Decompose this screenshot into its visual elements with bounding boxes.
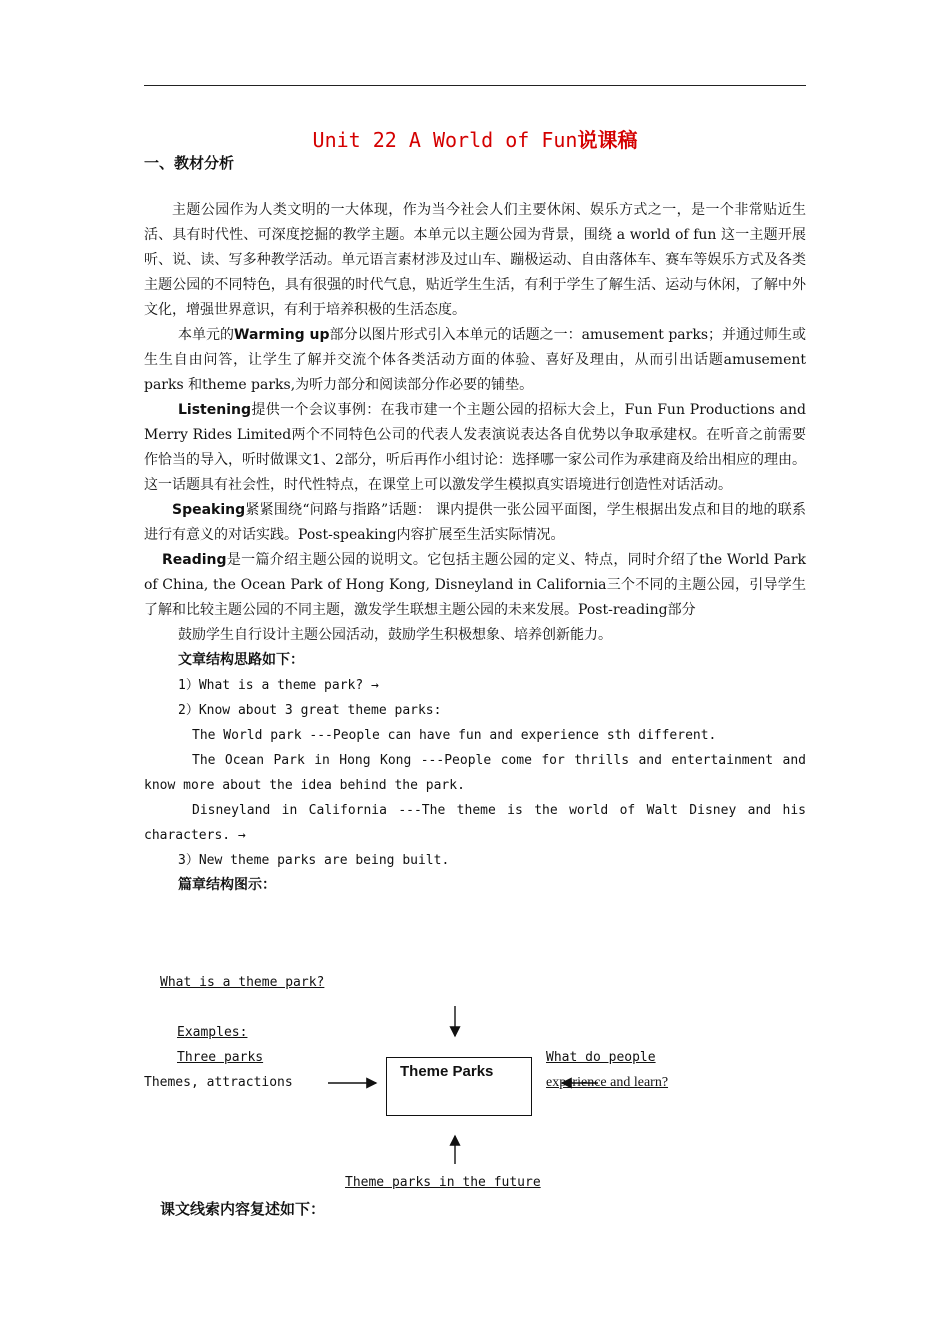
structure-item-3: 3）New theme parks are being built. — [178, 853, 450, 868]
warming-up-label: Warming up — [234, 327, 330, 343]
reading-text: 是一篇介绍主题公园的说明文。它包括主题公园的定义、特点，同时介绍了the World Park of China, the Ocean Park of Hong Kong, Disneyland in California三个不同的主题公园，引导学生了解和比较主题公园的不同主题，激发学生联想主题公园的未来发展。Post-reading部分 — [144, 552, 806, 618]
diagram-right-label-2: experience and learn? — [546, 1075, 669, 1090]
header-rule — [144, 85, 806, 86]
paragraph-intro: 主题公园作为人类文明的一大体现，作为当今社会人们主要休闲、娱乐方式之一，是一个非常贴近生活、具有时代性、可深度挖掘的教学主题。本单元以主题公园为背景，围绕 a world of fun 这一主题开展听、说、读、写多种教学活动。单元语言素材涉及过山车、蹦极运动、自由落体车、赛车等娱乐方式及各类主题公园的不同特色，具有很强的时代气息，贴近学生生活，有利于学生了解生活、运动与休闲，了解中外文化，增强世界意识，有利于培养积极的生活态度。 — [144, 202, 806, 318]
structure-item-2c: Disneyland in California ---The theme is the world of Walt Disney and his characters. → — [144, 803, 806, 843]
warming-up-lead: 本单元的 — [178, 327, 235, 343]
paragraph-listening — [144, 398, 806, 498]
theme-parks-box-label: Theme Parks — [400, 1063, 494, 1080]
warming-up-text: 部分以图片形式引入本单元的话题之一：amusement parks；并通过师生或生生自由问答，让学生了解并交流个体各类活动方面的体验、喜好及理由，从而引出话题amusement parks 和theme parks,为听力部分和阅读部分作必要的铺垫。 — [144, 327, 807, 393]
diagram-examples-label: Examples: — [177, 1025, 248, 1040]
footer-heading: 课文线索内容复述如下： — [160, 1200, 326, 1218]
diagram-bottom-label: Theme parks in the future — [345, 1175, 541, 1190]
structure-heading: 文章结构思路如下： — [178, 652, 304, 668]
document-body — [144, 198, 806, 898]
listening-text: 提供一个会议事例：在我市建一个主题公园的招标大会上，Fun Fun Productions and Merry Rides Limited两个不同特色公司的代表人发表演说表达各自优势以争取承建权。在听音之前需要作恰当的导入，听时做课文1、2部分，听后再作小组讨论：选择哪一家公司作为承建商及给出相应的理由。这一话题具有社会性，时代性特点，在课堂上可以激发学生模拟真实语境进行创造性对话活动。 — [144, 402, 806, 493]
diagram-three-parks-label: Three parks — [177, 1050, 264, 1065]
listening-label: Listening — [178, 402, 251, 418]
paragraph-warming-up — [144, 323, 806, 398]
document-title — [0, 124, 950, 153]
theme-parks-box — [386, 1057, 532, 1116]
title-chinese: 说课稿 — [577, 128, 638, 152]
diagram-right-label-1: What do people — [546, 1050, 656, 1065]
diagram-top-label: What is a theme park? — [160, 975, 325, 990]
speaking-label: Speaking — [172, 502, 246, 518]
structure-item-2b: The Ocean Park in Hong Kong ---People come for thrills and entertainment and know more about the idea behind the park. — [144, 753, 806, 793]
section-heading: 一、教材分析 — [144, 154, 235, 172]
structure-item-2: 2）Know about 3 great theme parks: — [178, 703, 442, 718]
paragraph-speaking — [144, 498, 806, 548]
title-english: Unit 22 A World of Fun — [312, 128, 578, 152]
paragraph-reading — [144, 548, 806, 623]
diagram-heading: 篇章结构图示： — [178, 877, 276, 893]
reading-label: Reading — [162, 552, 227, 568]
structure-item-2a: The World park ---People can have fun and experience sth different. — [192, 728, 717, 743]
structure-item-1: 1）What is a theme park? → — [178, 678, 379, 693]
speaking-text: 紧紧围绕“问路与指路”话题： 课内提供一张公园平面图，学生根据出发点和目的地的联系进行有意义的对话实践。Post-speaking内容扩展至生活实际情况。 — [144, 502, 806, 543]
paragraph-post-reading: 鼓励学生自行设计主题公园活动，鼓励学生积极想象、培养创新能力。 — [178, 627, 612, 643]
diagram-themes-label: Themes, attractions — [144, 1075, 293, 1090]
